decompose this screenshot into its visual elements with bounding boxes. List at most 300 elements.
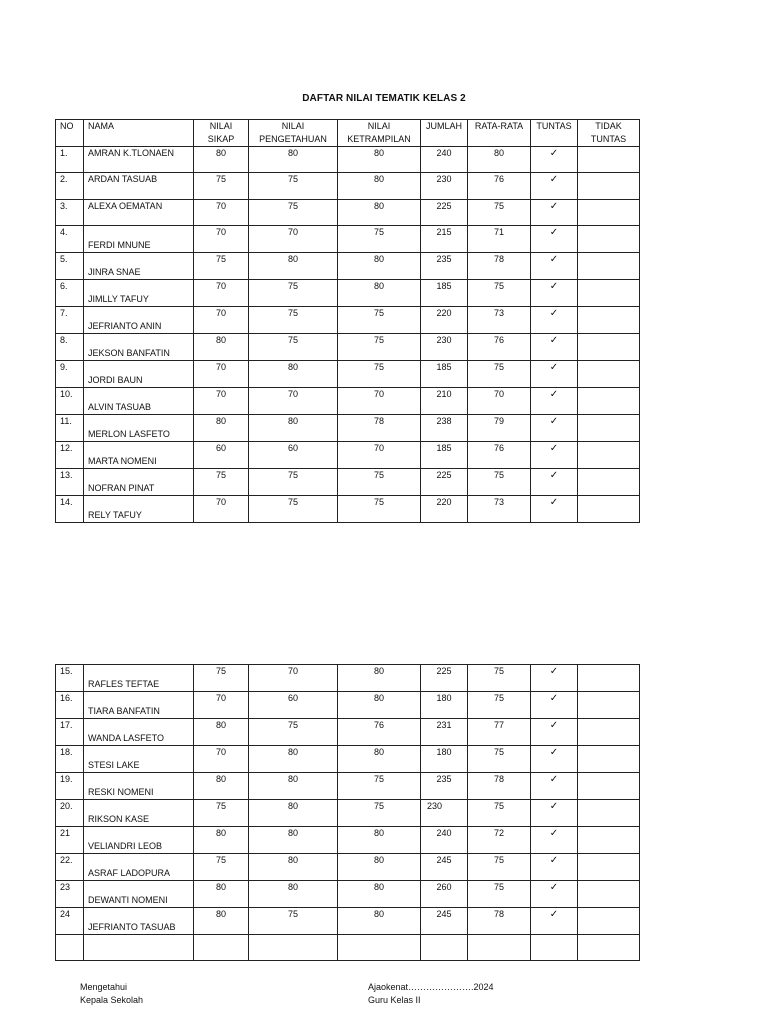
student-name: FERDI MNUNE xyxy=(88,240,151,251)
cell-nilai-ketrampilan: 80 xyxy=(338,908,421,935)
cell-jumlah: 245 xyxy=(421,908,468,935)
cell-nilai-sikap: 70 xyxy=(194,496,249,523)
cell-nilai-sikap: 75 xyxy=(194,665,249,692)
student-name: MARTA NOMENI xyxy=(88,456,157,467)
cell-tidak-tuntas xyxy=(578,173,640,199)
cell-rata-rata: 70 xyxy=(468,388,531,415)
cell-tidak-tuntas xyxy=(578,665,640,692)
cell-jumlah: 231 xyxy=(421,719,468,746)
cell-nilai-sikap: 80 xyxy=(194,334,249,361)
cell-rata-rata: 75 xyxy=(468,469,531,496)
table-row xyxy=(56,935,640,961)
cell-nilai-sikap: 75 xyxy=(194,854,249,881)
cell-no: 16. xyxy=(56,692,84,719)
cell-nilai-sikap xyxy=(194,935,249,961)
cell-jumlah: 225 xyxy=(421,665,468,692)
cell-jumlah: 225 xyxy=(421,469,468,496)
cell-tuntas xyxy=(531,719,578,746)
cell-no: 20. xyxy=(56,800,84,827)
student-name: JINRA SNAE xyxy=(88,267,141,278)
cell-no: 2. xyxy=(56,173,84,199)
signature-right-line1: Ajaokenat………………….2024 xyxy=(368,982,494,992)
cell-nilai-pengetahuan: 80 xyxy=(249,746,338,773)
cell-tidak-tuntas xyxy=(578,496,640,523)
cell-no: 1. xyxy=(56,147,84,173)
header-nama: NAMA xyxy=(84,120,194,147)
cell-nilai-pengetahuan: 70 xyxy=(249,665,338,692)
cell-tuntas xyxy=(531,935,578,961)
cell-tidak-tuntas xyxy=(578,415,640,442)
cell-nama xyxy=(84,746,194,773)
signature-left xyxy=(80,981,143,1007)
cell-nilai-sikap: 70 xyxy=(194,226,249,253)
cell-tuntas xyxy=(531,199,578,225)
cell-nilai-sikap: 75 xyxy=(194,173,249,199)
cell-jumlah: 210 xyxy=(421,388,468,415)
cell-nilai-ketrampilan xyxy=(338,935,421,961)
cell-tuntas xyxy=(531,854,578,881)
cell-rata-rata: 80 xyxy=(468,147,531,173)
table-row xyxy=(56,442,640,469)
table-row xyxy=(56,199,640,225)
cell-no: 24 xyxy=(56,908,84,935)
cell-jumlah: 220 xyxy=(421,307,468,334)
student-name: TIARA BANFATIN xyxy=(88,706,160,716)
cell-tidak-tuntas xyxy=(578,469,640,496)
table-row xyxy=(56,496,640,523)
cell-nilai-pengetahuan: 75 xyxy=(249,280,338,307)
student-name: STESI LAKE xyxy=(88,760,140,770)
cell-nama xyxy=(84,253,194,280)
cell-tidak-tuntas xyxy=(578,388,640,415)
cell-tuntas xyxy=(531,253,578,280)
cell-jumlah: 230 xyxy=(421,800,468,827)
checkmark-icon: ✓ xyxy=(549,774,559,785)
cell-nilai-pengetahuan: 75 xyxy=(249,469,338,496)
checkmark-icon: ✓ xyxy=(549,666,559,677)
cell-nilai-ketrampilan: 80 xyxy=(338,147,421,173)
cell-no: 15. xyxy=(56,665,84,692)
cell-nilai-pengetahuan: 80 xyxy=(249,773,338,800)
cell-nilai-sikap: 70 xyxy=(194,692,249,719)
cell-tuntas xyxy=(531,665,578,692)
cell-nilai-ketrampilan: 75 xyxy=(338,307,421,334)
table-row xyxy=(56,719,640,746)
cell-nama xyxy=(84,692,194,719)
cell-nilai-sikap: 70 xyxy=(194,361,249,388)
student-name: JEFRIANTO ANIN xyxy=(88,321,162,332)
checkmark-icon: ✓ xyxy=(549,747,559,758)
cell-nilai-sikap: 70 xyxy=(194,746,249,773)
cell-nama xyxy=(84,773,194,800)
cell-tuntas xyxy=(531,469,578,496)
cell-tuntas xyxy=(531,307,578,334)
cell-tuntas xyxy=(531,800,578,827)
cell-nama xyxy=(84,908,194,935)
cell-nilai-sikap: 75 xyxy=(194,253,249,280)
cell-jumlah xyxy=(421,935,468,961)
checkmark-icon: ✓ xyxy=(549,308,559,320)
cell-nilai-ketrampilan: 70 xyxy=(338,388,421,415)
cell-nama xyxy=(84,173,194,199)
cell-nama xyxy=(84,415,194,442)
cell-jumlah: 240 xyxy=(421,147,468,173)
student-name: NOFRAN PINAT xyxy=(88,483,155,494)
checkmark-icon: ✓ xyxy=(549,389,559,401)
cell-tuntas xyxy=(531,881,578,908)
cell-nilai-ketrampilan: 75 xyxy=(338,334,421,361)
cell-no: 5. xyxy=(56,253,84,280)
cell-jumlah: 230 xyxy=(421,334,468,361)
cell-tuntas xyxy=(531,415,578,442)
cell-nama xyxy=(84,388,194,415)
cell-rata-rata: 75 xyxy=(468,800,531,827)
cell-nilai-sikap: 80 xyxy=(194,147,249,173)
cell-jumlah: 180 xyxy=(421,692,468,719)
cell-nama xyxy=(84,199,194,225)
cell-nilai-pengetahuan: 75 xyxy=(249,199,338,225)
checkmark-icon: ✓ xyxy=(549,443,559,455)
cell-jumlah: 260 xyxy=(421,881,468,908)
checkmark-icon: ✓ xyxy=(549,693,559,704)
cell-tuntas xyxy=(531,908,578,935)
cell-nilai-sikap: 75 xyxy=(194,469,249,496)
cell-rata-rata: 73 xyxy=(468,496,531,523)
cell-rata-rata: 78 xyxy=(468,908,531,935)
cell-tidak-tuntas xyxy=(578,854,640,881)
grade-table-page-1 xyxy=(55,119,640,523)
student-name: RIKSON KASE xyxy=(88,814,150,824)
cell-rata-rata: 75 xyxy=(468,746,531,773)
cell-rata-rata: 78 xyxy=(468,773,531,800)
cell-rata-rata: 71 xyxy=(468,226,531,253)
cell-nilai-pengetahuan xyxy=(249,935,338,961)
cell-nilai-pengetahuan: 80 xyxy=(249,854,338,881)
table-row xyxy=(56,800,640,827)
cell-nama xyxy=(84,147,194,173)
signature-right xyxy=(368,981,494,1007)
cell-rata-rata: 75 xyxy=(468,881,531,908)
cell-nilai-sikap: 75 xyxy=(194,800,249,827)
table-row xyxy=(56,827,640,854)
document-title: DAFTAR NILAI TEMATIK KELAS 2 xyxy=(302,93,466,104)
cell-nilai-ketrampilan: 76 xyxy=(338,719,421,746)
cell-nilai-ketrampilan: 75 xyxy=(338,496,421,523)
cell-nilai-ketrampilan: 80 xyxy=(338,692,421,719)
cell-nilai-pengetahuan: 80 xyxy=(249,361,338,388)
cell-nama xyxy=(84,280,194,307)
cell-rata-rata: 79 xyxy=(468,415,531,442)
cell-tuntas xyxy=(531,692,578,719)
cell-nilai-sikap: 80 xyxy=(194,415,249,442)
signature-left-line1: Mengetahui xyxy=(80,982,128,992)
checkmark-icon: ✓ xyxy=(549,882,559,893)
cell-nama xyxy=(84,800,194,827)
student-name: ALEXA OEMATAN xyxy=(88,200,163,211)
signature-right-line2: Guru Kelas II xyxy=(368,995,421,1005)
cell-nilai-ketrampilan: 80 xyxy=(338,881,421,908)
cell-no: 12. xyxy=(56,442,84,469)
cell-nilai-ketrampilan: 75 xyxy=(338,361,421,388)
cell-nilai-ketrampilan: 80 xyxy=(338,665,421,692)
checkmark-icon: ✓ xyxy=(549,828,559,839)
cell-nama xyxy=(84,334,194,361)
cell-nilai-ketrampilan: 75 xyxy=(338,800,421,827)
student-name: AMRAN K.TLONAEN xyxy=(88,148,175,158)
cell-tidak-tuntas xyxy=(578,361,640,388)
cell-tidak-tuntas xyxy=(578,719,640,746)
student-name: RESKI NOMENI xyxy=(88,787,154,797)
cell-nama xyxy=(84,361,194,388)
cell-nilai-pengetahuan: 75 xyxy=(249,496,338,523)
cell-no: 18. xyxy=(56,746,84,773)
table-row xyxy=(56,469,640,496)
table-row xyxy=(56,147,640,173)
cell-nilai-pengetahuan: 75 xyxy=(249,908,338,935)
student-name: JORDI BAUN xyxy=(88,375,143,386)
checkmark-icon: ✓ xyxy=(549,855,559,866)
student-name: RAFLES TEFTAE xyxy=(88,679,160,689)
cell-jumlah: 185 xyxy=(421,361,468,388)
cell-nama xyxy=(84,827,194,854)
cell-no: 22. xyxy=(56,854,84,881)
cell-jumlah: 235 xyxy=(421,773,468,800)
cell-jumlah: 185 xyxy=(421,442,468,469)
cell-nama xyxy=(84,854,194,881)
cell-rata-rata: 75 xyxy=(468,361,531,388)
checkmark-icon: ✓ xyxy=(549,174,559,186)
table-row xyxy=(56,854,640,881)
cell-nilai-sikap: 80 xyxy=(194,773,249,800)
checkmark-icon: ✓ xyxy=(549,335,559,347)
cell-nilai-pengetahuan: 80 xyxy=(249,415,338,442)
cell-tidak-tuntas xyxy=(578,935,640,961)
cell-nilai-pengetahuan: 70 xyxy=(249,388,338,415)
cell-tuntas xyxy=(531,334,578,361)
cell-tidak-tuntas xyxy=(578,746,640,773)
cell-nilai-sikap: 70 xyxy=(194,199,249,225)
cell-jumlah: 230 xyxy=(421,173,468,199)
cell-rata-rata xyxy=(468,935,531,961)
cell-rata-rata: 75 xyxy=(468,665,531,692)
cell-jumlah: 238 xyxy=(421,415,468,442)
cell-tuntas xyxy=(531,442,578,469)
cell-tidak-tuntas xyxy=(578,692,640,719)
cell-nilai-ketrampilan: 70 xyxy=(338,442,421,469)
cell-nilai-pengetahuan: 80 xyxy=(249,800,338,827)
cell-rata-rata: 75 xyxy=(468,692,531,719)
cell-nilai-ketrampilan: 80 xyxy=(338,746,421,773)
cell-nilai-pengetahuan: 75 xyxy=(249,719,338,746)
cell-tidak-tuntas xyxy=(578,199,640,225)
cell-rata-rata: 76 xyxy=(468,442,531,469)
cell-nama xyxy=(84,935,194,961)
checkmark-icon: ✓ xyxy=(549,470,559,482)
table-row xyxy=(56,908,640,935)
cell-rata-rata: 72 xyxy=(468,827,531,854)
cell-tuntas xyxy=(531,773,578,800)
student-name: RELY TAFUY xyxy=(88,510,142,521)
cell-nama xyxy=(84,496,194,523)
cell-tidak-tuntas xyxy=(578,881,640,908)
cell-jumlah: 225 xyxy=(421,199,468,225)
cell-no: 8. xyxy=(56,334,84,361)
cell-nilai-pengetahuan: 75 xyxy=(249,307,338,334)
cell-nama xyxy=(84,881,194,908)
table-row xyxy=(56,881,640,908)
cell-tidak-tuntas xyxy=(578,442,640,469)
cell-rata-rata: 77 xyxy=(468,719,531,746)
checkmark-icon: ✓ xyxy=(549,148,559,159)
table-row xyxy=(56,746,640,773)
cell-jumlah: 235 xyxy=(421,253,468,280)
grade-table-page-2 xyxy=(55,664,640,961)
header-nilai-sikap: NILAI SIKAP xyxy=(194,120,249,147)
cell-nilai-sikap: 70 xyxy=(194,307,249,334)
cell-tidak-tuntas xyxy=(578,226,640,253)
cell-no: 19. xyxy=(56,773,84,800)
cell-nilai-ketrampilan: 80 xyxy=(338,253,421,280)
student-name: ASRAF LADOPURA xyxy=(88,868,171,878)
cell-tuntas xyxy=(531,226,578,253)
cell-tidak-tuntas xyxy=(578,147,640,173)
checkmark-icon: ✓ xyxy=(549,497,559,509)
cell-jumlah: 220 xyxy=(421,496,468,523)
signature-left-line2: Kepala Sekolah xyxy=(80,995,144,1005)
cell-nama xyxy=(84,307,194,334)
checkmark-icon: ✓ xyxy=(549,416,559,428)
cell-tuntas xyxy=(531,147,578,173)
cell-rata-rata: 75 xyxy=(468,854,531,881)
cell-nilai-pengetahuan: 80 xyxy=(249,827,338,854)
cell-nilai-pengetahuan: 80 xyxy=(249,881,338,908)
cell-nama xyxy=(84,469,194,496)
cell-tuntas xyxy=(531,388,578,415)
cell-no: 13. xyxy=(56,469,84,496)
table-row xyxy=(56,226,640,253)
cell-no: 3. xyxy=(56,199,84,225)
checkmark-icon: ✓ xyxy=(549,227,559,239)
student-name: ARDAN TASUAB xyxy=(88,174,158,185)
cell-tuntas xyxy=(531,496,578,523)
student-name: JEKSON BANFATIN xyxy=(88,348,170,359)
cell-tuntas xyxy=(531,746,578,773)
cell-tidak-tuntas xyxy=(578,307,640,334)
cell-no: 11. xyxy=(56,415,84,442)
cell-tuntas xyxy=(531,827,578,854)
cell-jumlah: 245 xyxy=(421,854,468,881)
cell-no: 9. xyxy=(56,361,84,388)
header-rata-rata: RATA-RATA xyxy=(468,120,531,147)
cell-nilai-pengetahuan: 75 xyxy=(249,173,338,199)
cell-nama xyxy=(84,442,194,469)
cell-nilai-ketrampilan: 80 xyxy=(338,199,421,225)
cell-nilai-pengetahuan: 60 xyxy=(249,692,338,719)
cell-nilai-pengetahuan: 60 xyxy=(249,442,338,469)
checkmark-icon: ✓ xyxy=(549,200,559,212)
checkmark-icon: ✓ xyxy=(549,801,559,812)
cell-nilai-ketrampilan: 75 xyxy=(338,773,421,800)
cell-nilai-ketrampilan: 80 xyxy=(338,854,421,881)
checkmark-icon: ✓ xyxy=(549,909,559,920)
table-row xyxy=(56,415,640,442)
table-row xyxy=(56,773,640,800)
header-nilai-ketrampilan: NILAI KETRAMPILAN xyxy=(338,120,421,147)
cell-nilai-sikap: 80 xyxy=(194,719,249,746)
header-tuntas: TUNTAS xyxy=(531,120,578,147)
student-name: WANDA LASFETO xyxy=(88,733,165,743)
cell-no: 17. xyxy=(56,719,84,746)
cell-jumlah: 180 xyxy=(421,746,468,773)
checkmark-icon: ✓ xyxy=(549,720,559,731)
table-row xyxy=(56,173,640,199)
cell-nilai-sikap: 60 xyxy=(194,442,249,469)
header-nilai-pengetahuan: NILAI PENGETAHUAN xyxy=(249,120,338,147)
cell-nilai-pengetahuan: 75 xyxy=(249,334,338,361)
student-name: JEFRIANTO TASUAB xyxy=(88,922,176,932)
cell-jumlah: 240 xyxy=(421,827,468,854)
cell-tuntas xyxy=(531,361,578,388)
cell-nilai-ketrampilan: 80 xyxy=(338,280,421,307)
cell-nilai-pengetahuan: 80 xyxy=(249,147,338,173)
cell-no: 10. xyxy=(56,388,84,415)
cell-no: 21 xyxy=(56,827,84,854)
cell-nilai-sikap: 80 xyxy=(194,908,249,935)
student-name: DEWANTI NOMENI xyxy=(88,895,168,905)
cell-tidak-tuntas xyxy=(578,334,640,361)
cell-nilai-sikap: 80 xyxy=(194,881,249,908)
table-row xyxy=(56,665,640,692)
table-row xyxy=(56,307,640,334)
cell-nama xyxy=(84,226,194,253)
cell-tidak-tuntas xyxy=(578,800,640,827)
cell-jumlah: 185 xyxy=(421,280,468,307)
header-tidak-tuntas: TIDAK TUNTAS xyxy=(578,120,640,147)
cell-nama xyxy=(84,665,194,692)
table-header-row xyxy=(56,120,640,147)
cell-tidak-tuntas xyxy=(578,253,640,280)
cell-nilai-pengetahuan: 70 xyxy=(249,226,338,253)
cell-rata-rata: 78 xyxy=(468,253,531,280)
cell-no: 14. xyxy=(56,496,84,523)
cell-rata-rata: 76 xyxy=(468,334,531,361)
cell-tidak-tuntas xyxy=(578,280,640,307)
cell-rata-rata: 73 xyxy=(468,307,531,334)
cell-tuntas xyxy=(531,280,578,307)
header-jumlah: JUMLAH xyxy=(421,120,468,147)
cell-tidak-tuntas xyxy=(578,773,640,800)
cell-jumlah: 215 xyxy=(421,226,468,253)
cell-nilai-ketrampilan: 75 xyxy=(338,469,421,496)
table-row xyxy=(56,280,640,307)
student-name: ALVIN TASUAB xyxy=(88,402,152,413)
cell-rata-rata: 75 xyxy=(468,280,531,307)
cell-tidak-tuntas xyxy=(578,827,640,854)
cell-tidak-tuntas xyxy=(578,908,640,935)
cell-rata-rata: 76 xyxy=(468,173,531,199)
cell-nilai-ketrampilan: 80 xyxy=(338,827,421,854)
checkmark-icon: ✓ xyxy=(549,362,559,374)
cell-tuntas xyxy=(531,173,578,199)
cell-no: 6. xyxy=(56,280,84,307)
cell-no: 4. xyxy=(56,226,84,253)
cell-nilai-sikap: 70 xyxy=(194,388,249,415)
header-no: NO xyxy=(56,120,84,147)
table-row xyxy=(56,361,640,388)
cell-no: 23 xyxy=(56,881,84,908)
cell-nama xyxy=(84,719,194,746)
table-row xyxy=(56,692,640,719)
